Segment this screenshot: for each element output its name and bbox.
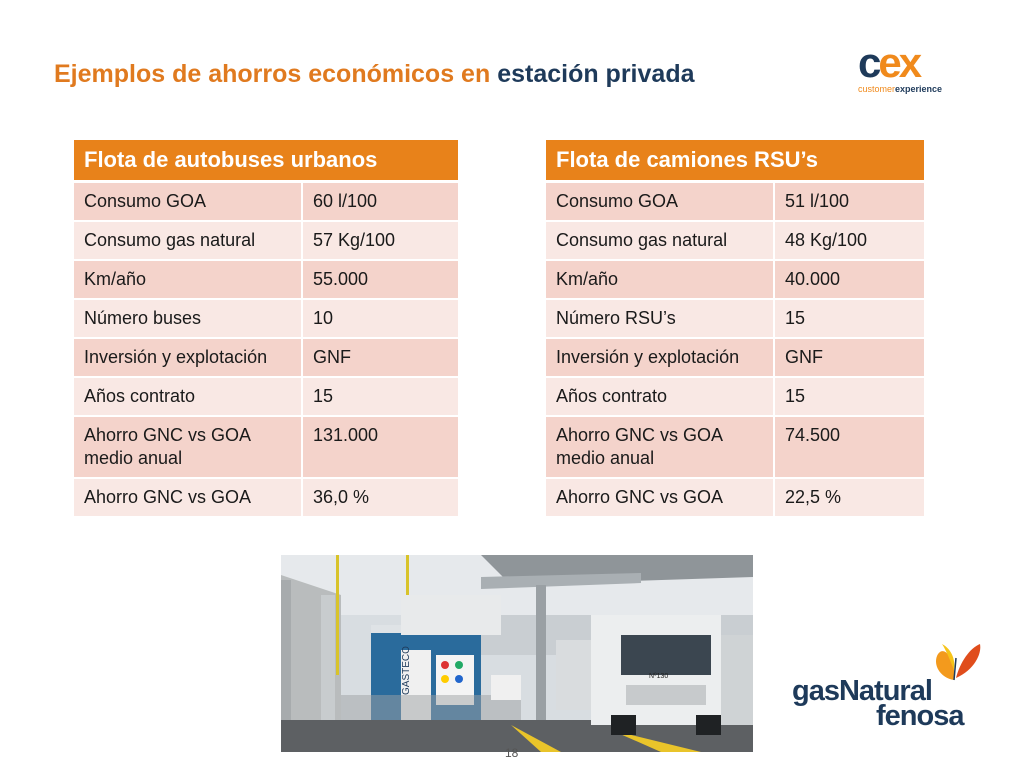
table-row: [546, 339, 924, 378]
row-label: Ahorro GNC vs GOA: [546, 479, 775, 518]
rsu-table-header: Flota de camiones RSU’s: [546, 140, 924, 183]
row-label: Años contrato: [74, 378, 303, 417]
table-row: [546, 183, 924, 222]
row-value: 51 l/100: [775, 183, 924, 222]
station-sign-text: GASTECO: [401, 646, 412, 695]
table-row: [546, 300, 924, 339]
row-value: 60 l/100: [303, 183, 458, 222]
row-value: GNF: [775, 339, 924, 378]
row-label: Ahorro GNC vs GOA medio anual: [546, 417, 775, 479]
row-value: GNF: [303, 339, 458, 378]
cex-logo-sub1: customer: [858, 84, 896, 94]
row-value: 55.000: [303, 261, 458, 300]
page-number: 18: [505, 746, 519, 760]
cex-logo-c: c: [858, 39, 879, 86]
row-value: 57 Kg/100: [303, 222, 458, 261]
row-label: Consumo GOA: [74, 183, 303, 222]
row-label: Inversión y explotación: [546, 339, 775, 378]
row-label: Inversión y explotación: [74, 339, 303, 378]
row-value: 48 Kg/100: [775, 222, 924, 261]
row-label: Ahorro GNC vs GOA medio anual: [74, 417, 303, 479]
buses-table-header: Flota de autobuses urbanos: [74, 140, 458, 183]
table-row: [74, 183, 458, 222]
slide-title: [54, 60, 695, 89]
table-row: [546, 378, 924, 417]
table-row: [74, 339, 458, 378]
row-label: Número RSU’s: [546, 300, 775, 339]
station-photo-illustration: [281, 555, 753, 752]
gas-natural-text: gasNatural: [792, 675, 932, 707]
rsu-fleet-table: [546, 140, 924, 518]
table-row: [74, 479, 458, 518]
cex-logo-ex: ex: [878, 39, 920, 86]
table-row: [74, 300, 458, 339]
row-value: 10: [303, 300, 458, 339]
row-value: 131.000: [303, 417, 458, 479]
table-row: [74, 261, 458, 300]
slide-title-part2: estación privada: [497, 60, 695, 88]
buses-fleet-table: [74, 140, 458, 518]
table-row: [74, 222, 458, 261]
fenosa-text: fenosa: [876, 700, 964, 732]
row-label: Ahorro GNC vs GOA: [74, 479, 303, 518]
table-row: [546, 417, 924, 479]
row-value: 74.500: [775, 417, 924, 479]
row-value: 40.000: [775, 261, 924, 300]
cex-logo-subtitle: [858, 84, 968, 94]
row-value: 15: [775, 300, 924, 339]
cng-station-photo: [281, 555, 753, 752]
table-row: [546, 479, 924, 518]
cex-logo-word: [858, 39, 968, 86]
row-label: Años contrato: [546, 378, 775, 417]
butterfly-icon: [930, 640, 982, 682]
row-value: 22,5 %: [775, 479, 924, 518]
cex-logo: [858, 39, 968, 96]
table-row: [74, 378, 458, 417]
row-label: Km/año: [74, 261, 303, 300]
row-label: Consumo gas natural: [546, 222, 775, 261]
row-value: 15: [303, 378, 458, 417]
table-row: [546, 222, 924, 261]
row-label: Km/año: [546, 261, 775, 300]
row-label: Número buses: [74, 300, 303, 339]
truck-plate-text: Nº130: [649, 673, 669, 680]
cex-logo-sub2: experience: [895, 84, 943, 94]
row-value: 36,0 %: [303, 479, 458, 518]
table-row: [546, 261, 924, 300]
gas-natural-fenosa-logo: [792, 640, 992, 730]
table-row: [74, 417, 458, 479]
row-label: Consumo GOA: [546, 183, 775, 222]
row-label: Consumo gas natural: [74, 222, 303, 261]
row-value: 15: [775, 378, 924, 417]
slide-title-part1: Ejemplos de ahorros económicos en: [54, 60, 491, 88]
